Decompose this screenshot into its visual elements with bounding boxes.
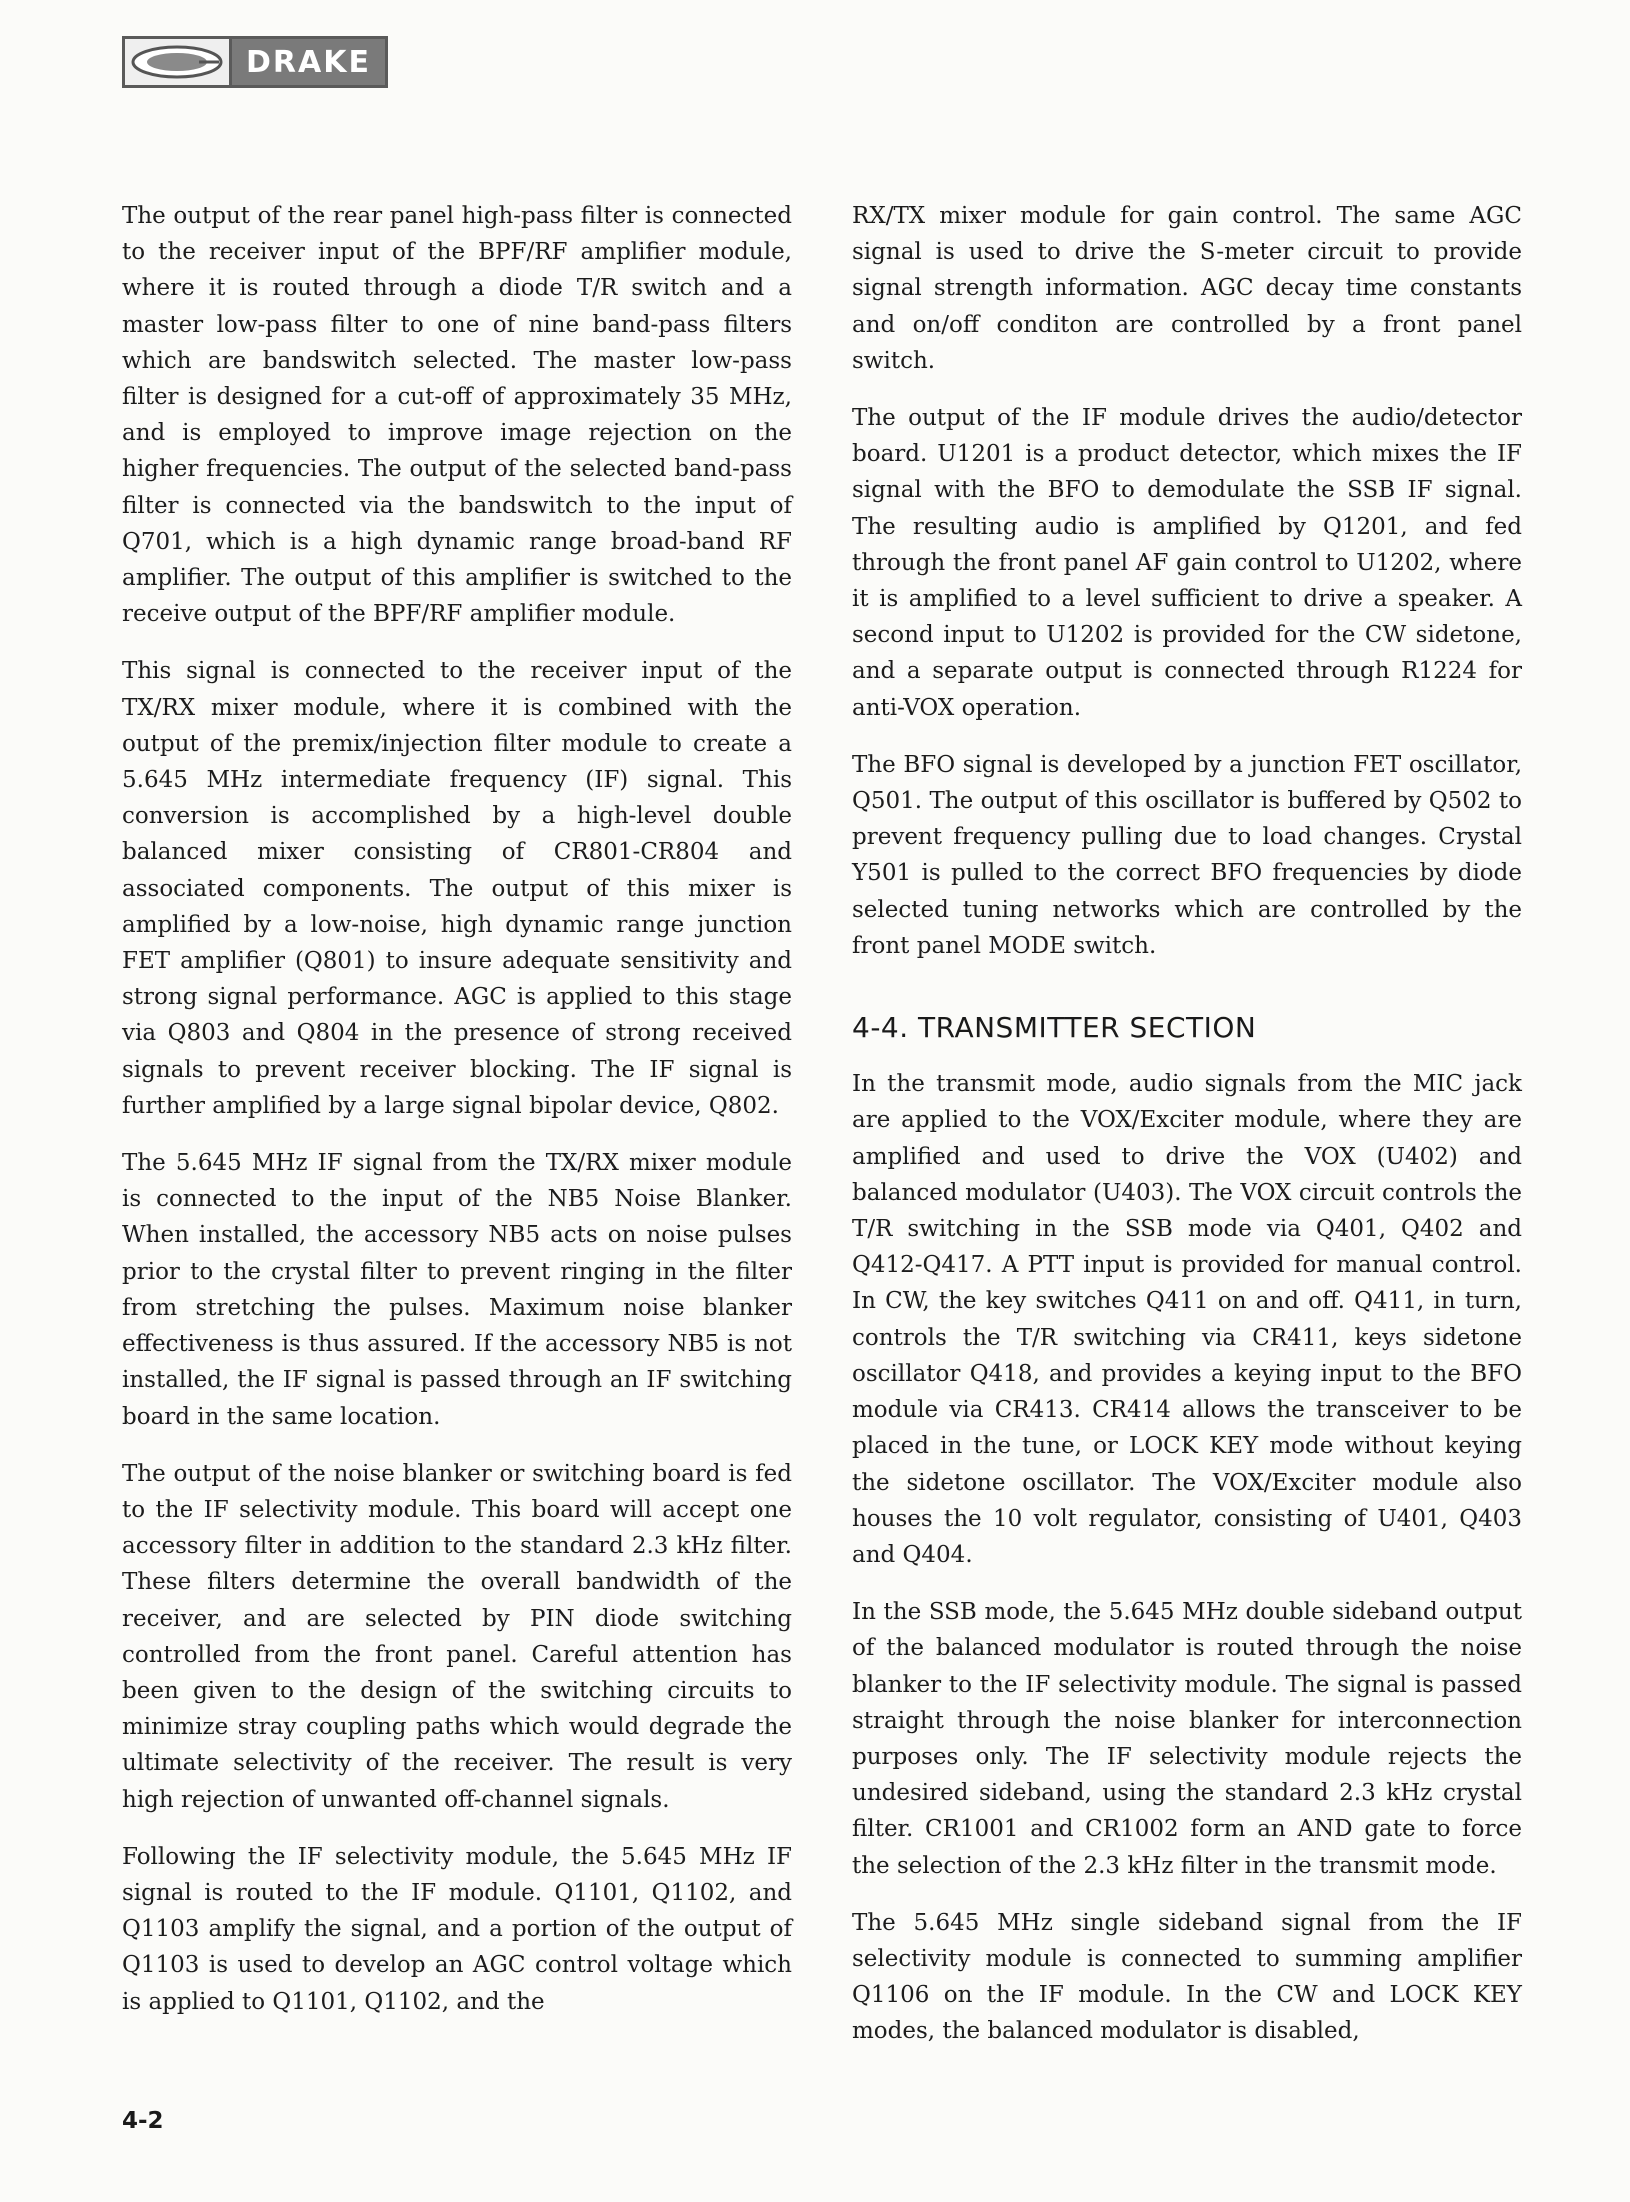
paragraph: In the transmit mode, audio signals from the MIC jack are applied to the VOX/Exciter module, where they are amplified and used to drive the VOX (U402) and balanced modulator (U403). The VOX circuit controls the T/R switching in the SSB mode via Q401, Q402 and Q412-Q417. A PTT input is provided for manual control. In CW, the key switches Q411 on and off. Q411, in turn, controls the T/R switching via CR411, keys sidetone oscillator Q418, and provides a keying input to the BFO module via CR413. CR414 allows the transceiver to be placed in the tune, or LOCK KEY mode without keying the sidetone oscillator. The VOX/Exciter module also houses the 10 volt regulator, consisting of U401, Q403 and Q404. (852, 1071, 1522, 1568)
drake-oval-emblem-icon (122, 36, 232, 88)
drake-logo (122, 36, 388, 88)
paragraph: The 5.645 MHz single sideband signal from the IF selectivity module is connected to summing amplifier Q1106 on the IF module. In the CW and LOCK KEY modes, the balanced modulator is disabled, (852, 1909, 1522, 2045)
paragraph: Following the IF selectivity module, the 5.645 MHz IF signal is routed to the IF module. Q1101, Q1102, and Q1103 amplify the signal, and a portion of the output of Q1103 is used to develop an AGC control voltage which is applied to Q1101, Q1102, and the (122, 1843, 792, 2015)
paragraph: In the SSB mode, the 5.645 MHz double sideband output of the balanced modulator is routed through the noise blanker to the IF selectivity module. The signal is passed straight through the noise blanker for interconnection purposes only. The IF selectivity module rejects the undesired sideband, using the standard 2.3 kHz crystal filter. CR1001 and CR1002 form an AND gate to force the selection of the 2.3 kHz filter in the transmit mode. (852, 1599, 1522, 1879)
paragraph: The 5.645 MHz IF signal from the TX/RX mixer module is connected to the input of the NB5 Noise Blanker. When installed, the accessory NB5 acts on noise pulses prior to the crystal filter to prevent ringing in the filter from stretching the pulses. Maximum noise blanker effectiveness is thus assured. If the accessory NB5 is not installed, the IF signal is passed through an IF switching board in the same location. (122, 1150, 792, 1430)
paragraph: RX/TX mixer module for gain control. The same AGC signal is used to drive the S-meter circuit to provide signal strength information. AGC decay time constants and on/off conditon are controlled by a front panel switch. (852, 203, 1522, 374)
paragraph: The output of the rear panel high-pass filter is connected to the receiver input of the BPF/RF amplifier module, where it is routed through a diode T/R switch and a master low-pass filter to one of nine band-pass filters which are bandswitch selected. The master low-pass filter is designed for a cut-off of approximately 35 MHz, and is employed to improve image rejection on the higher frequencies. The output of the selected band-pass filter is connected via the bandswitch to the input of Q701, which is a high dynamic range broad-band RF amplifier. The output of this amplifier is switched to the receive output of the BPF/RF amplifier module. (122, 203, 792, 628)
page-number: 4-2 (122, 2108, 164, 2134)
paragraph: The output of the noise blanker or switching board is fed to the IF selectivity module. This board will accept one accessory filter in addition to the standard 2.3 kHz filter. These filters determine the overall bandwidth of the receiver, and are selected by PIN diode switching controlled from the front panel. Careful attention has been given to the design of the switching circuits to minimize stray coupling paths which would degrade the ultimate selectivity of the receiver. The result is very high rejection of unwanted off-channel signals. (122, 1460, 792, 1813)
right-column (852, 198, 1522, 2071)
paragraph: The output of the IF module drives the audio/detector board. U1201 is a product detector, which mixes the IF signal with the BFO to demodulate the SSB IF signal. The resulting audio is amplified by Q1201, and fed through the front panel AF gain control to U1202, where it is amplified to a level sufficient to drive a speaker. A second input to U1202 is provided for the CW sidetone, and a separate output is connected through R1224 for anti-VOX operation. (852, 405, 1522, 721)
paragraph: The BFO signal is developed by a junction FET oscillator, Q501. The output of this oscillator is buffered by Q502 to prevent frequency pulling due to load changes. Crystal Y501 is pulled to the correct BFO frequencies by diode selected tuning networks which are controlled by the front panel MODE switch. (852, 751, 1522, 959)
logo-wordmark: DRAKE (232, 36, 388, 88)
section-heading: 4-4. TRANSMITTER SECTION (852, 1011, 1257, 1045)
left-column (122, 198, 792, 2041)
paragraph: This signal is connected to the receiver input of the TX/RX mixer module, where it is combined with the output of the premix/injection filter module to create a 5.645 MHz intermediate frequency (IF) signal. This conversion is accomplished by a high-level double balanced mixer consisting of CR801-CR804 and associated components. The output of this mixer is amplified by a low-noise, high dynamic range junction FET amplifier (Q801) to insure adequate sensitivity and strong signal performance. AGC is applied to this stage via Q803 and Q804 in the presence of strong received signals to prevent receiver blocking. The IF signal is further amplified by a large signal bipolar device, Q802. (122, 658, 792, 1119)
